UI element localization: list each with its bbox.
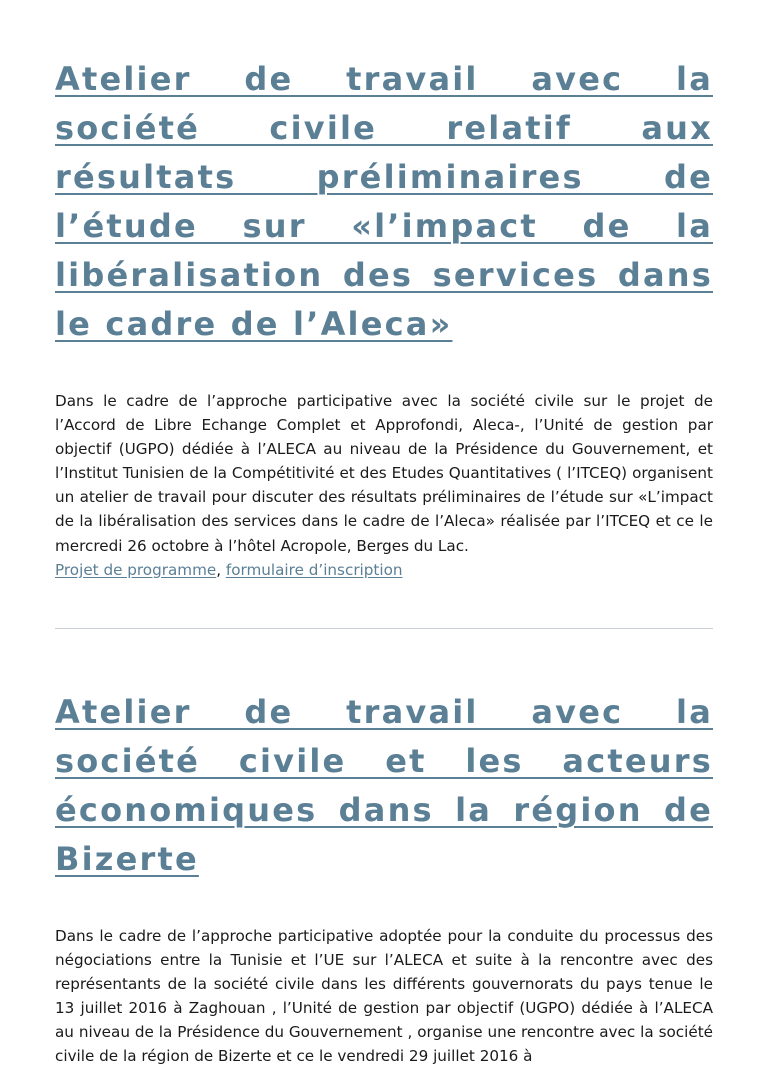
post-excerpt: Dans le cadre de l’approche participative adoptée pour la conduite du processus des négociations entre la Tunisie et l’UE sur l’ALECA et suite à la rencontre avec des représentants de la société civile dans les différents gouvernorats du pays tenue le 13 juillet 2016 à Zaghouan , l’Unité de gestion par objectif (UGPO) dédiée à l’ALECA au niveau de la Présidence du Gouvernement , organise une rencontre avec la société civile de la région de Bizerte et ce le vendredi 29 juillet 2016 à [55, 926, 713, 1066]
program-link[interactable]: Projet de programme [55, 560, 217, 579]
post-title [55, 0, 713, 349]
registration-form-link[interactable]: formulaire d’inscription [225, 560, 403, 579]
post-attachments [55, 558, 713, 582]
link-separator: , [216, 560, 222, 579]
post-title [55, 629, 713, 884]
post-excerpt: Dans le cadre de l’approche participative avec la société civile sur le projet de l’Accord de Libre Echange Complet et Approfondi, Aleca-, l’Unité de gestion par objectif (UGPO) dédiée à l’ALECA au niveau de la Présidence du Gouvernement, et l’Institut Tunisien de la Compétitivité et des Etudes Quantitatives ( l’ITCEQ) organisent un atelier de travail pour discuter des résultats préliminaires de l’étude sur «L’impact de la libéralisation des services dans le cadre de l’Aleca» réalisée par l’ITCEQ et ce le mercredi 26 octobre à l’hôtel Acropole, Berges du Lac. [55, 392, 713, 555]
post-atelier-aleca-services [55, 0, 713, 582]
post-atelier-bizerte [55, 629, 713, 1068]
post-title-link[interactable]: Atelier de travail avec la société civile et les acteurs économiques dans la région de Bizerte [55, 692, 713, 878]
post-title-link[interactable]: Atelier de travail avec la société civile relatif aux résultats préliminaires de l’étude sur «l’impact de la libéralisation des services dans le cadre de l’Aleca» [55, 60, 713, 343]
